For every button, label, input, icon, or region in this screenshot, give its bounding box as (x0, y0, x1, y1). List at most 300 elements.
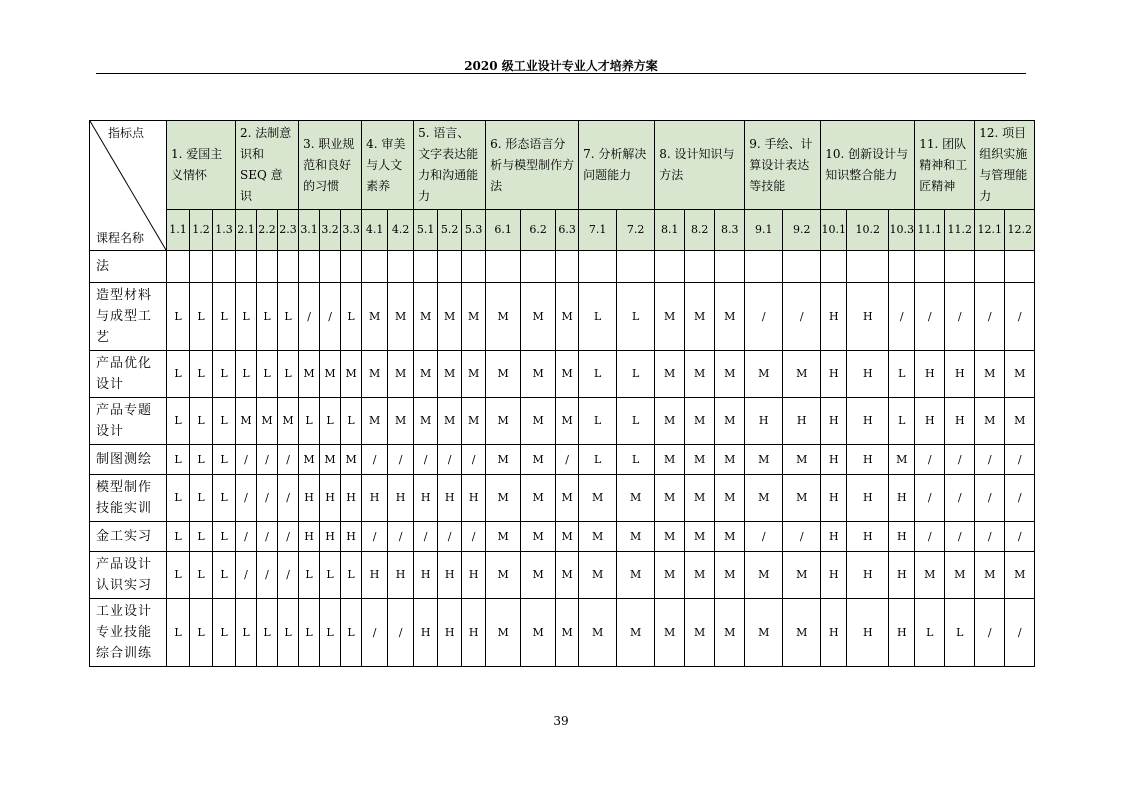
support-level-cell: M (617, 552, 655, 599)
support-level-cell: M (975, 351, 1005, 398)
sub-indicator-header: 1.1 (167, 210, 190, 251)
sub-indicator-header: 9.2 (783, 210, 821, 251)
support-level-cell: M (783, 599, 821, 667)
sub-indicator-header: 11.1 (915, 210, 945, 251)
support-level-cell: M (521, 351, 556, 398)
support-level-cell: H (821, 522, 847, 552)
support-level-cell: L (213, 522, 236, 552)
support-level-cell: M (685, 552, 715, 599)
support-level-cell: L (167, 552, 190, 599)
course-name-cell: 制图测绘 (90, 445, 167, 475)
support-level-cell (462, 251, 486, 283)
indicator-header-7: 7. 分析解决问题能力 (579, 121, 655, 210)
support-level-cell: H (821, 283, 847, 351)
support-level-cell: / (278, 475, 299, 522)
course-name-cell: 产品优化设计 (90, 351, 167, 398)
support-level-cell: L (213, 445, 236, 475)
support-level-cell: M (556, 599, 579, 667)
support-level-cell (655, 251, 685, 283)
support-level-cell: / (362, 599, 388, 667)
support-level-cell: L (341, 599, 362, 667)
sub-indicator-header: 2.2 (257, 210, 278, 251)
support-level-cell: M (414, 351, 438, 398)
support-level-cell: M (388, 351, 414, 398)
table-row (90, 351, 1035, 398)
support-level-cell: M (745, 351, 783, 398)
support-level-cell: M (783, 475, 821, 522)
support-level-cell: M (655, 398, 685, 445)
support-level-cell: M (685, 599, 715, 667)
support-level-cell: M (556, 351, 579, 398)
indicator-header-3: 3. 职业规范和良好的习惯 (299, 121, 362, 210)
support-level-cell (341, 251, 362, 283)
indicator-header-8: 8. 设计知识与方法 (655, 121, 745, 210)
support-level-cell (556, 251, 579, 283)
support-level-cell (388, 251, 414, 283)
support-level-cell: M (236, 398, 257, 445)
support-level-cell: / (438, 522, 462, 552)
support-level-cell: H (821, 445, 847, 475)
support-level-cell: M (438, 283, 462, 351)
indicator-header-9: 9. 手绘、计算设计表达等技能 (745, 121, 821, 210)
support-level-cell: H (299, 475, 320, 522)
support-level-cell: / (1005, 599, 1035, 667)
support-level-cell: L (167, 445, 190, 475)
page-number: 39 (553, 714, 569, 728)
support-level-cell: H (945, 351, 975, 398)
sub-indicator-header: 1.2 (190, 210, 213, 251)
support-level-cell: L (889, 351, 915, 398)
support-level-cell: L (167, 283, 190, 351)
sub-indicator-header: 3.3 (341, 210, 362, 251)
support-level-cell: M (745, 475, 783, 522)
table-row (90, 445, 1035, 475)
support-level-cell: L (213, 398, 236, 445)
support-level-cell: M (915, 552, 945, 599)
support-level-cell: M (486, 283, 521, 351)
sub-indicator-header: 7.2 (617, 210, 655, 251)
support-level-cell: M (414, 283, 438, 351)
support-level-cell: L (167, 599, 190, 667)
support-level-cell: L (213, 552, 236, 599)
support-level-cell (821, 251, 847, 283)
support-level-cell: L (190, 283, 213, 351)
support-level-cell: M (579, 522, 617, 552)
support-level-cell: M (715, 351, 745, 398)
support-level-cell: H (362, 475, 388, 522)
support-level-cell: M (486, 351, 521, 398)
support-level-cell: M (486, 475, 521, 522)
support-level-cell: / (783, 522, 821, 552)
support-level-cell: M (299, 445, 320, 475)
support-level-cell (1005, 251, 1035, 283)
support-level-cell: H (821, 398, 847, 445)
support-level-cell: M (521, 283, 556, 351)
support-level-cell: / (1005, 445, 1035, 475)
support-level-cell: L (236, 351, 257, 398)
support-level-cell: L (190, 599, 213, 667)
table-row (90, 283, 1035, 351)
support-level-cell: M (521, 445, 556, 475)
support-level-cell: L (167, 475, 190, 522)
support-level-cell: / (975, 522, 1005, 552)
support-level-cell: H (847, 552, 889, 599)
support-level-cell: M (579, 599, 617, 667)
indicator-header-4: 4. 审美与人文素养 (362, 121, 414, 210)
support-level-cell: M (889, 445, 915, 475)
support-level-cell: M (486, 552, 521, 599)
support-level-cell: M (556, 522, 579, 552)
table-row (90, 599, 1035, 667)
support-level-cell: M (715, 522, 745, 552)
support-level-cell: H (915, 398, 945, 445)
support-level-cell: H (847, 351, 889, 398)
support-level-cell: L (213, 475, 236, 522)
support-level-cell: / (1005, 522, 1035, 552)
indicator-matrix-table (89, 120, 1035, 667)
support-level-cell (236, 251, 257, 283)
support-level-cell: L (257, 599, 278, 667)
support-level-cell: M (388, 283, 414, 351)
support-level-cell: / (945, 522, 975, 552)
support-level-cell: L (341, 552, 362, 599)
support-level-cell: M (486, 599, 521, 667)
sub-indicator-header: 6.1 (486, 210, 521, 251)
support-level-cell: M (556, 283, 579, 351)
support-level-cell: / (278, 522, 299, 552)
support-level-cell (945, 251, 975, 283)
support-level-cell: M (1005, 351, 1035, 398)
support-level-cell: L (299, 552, 320, 599)
support-level-cell: M (715, 599, 745, 667)
sub-indicator-header: 5.1 (414, 210, 438, 251)
support-level-cell: M (462, 351, 486, 398)
support-level-cell (278, 251, 299, 283)
indicator-header-6: 6. 形态语言分析与模型制作方法 (486, 121, 579, 210)
support-level-cell: M (579, 552, 617, 599)
support-level-cell (167, 251, 190, 283)
table-row (90, 522, 1035, 552)
course-name-cell: 造型材料与成型工艺 (90, 283, 167, 351)
support-level-cell: H (889, 552, 915, 599)
support-level-cell: / (915, 445, 945, 475)
support-level-cell: / (975, 475, 1005, 522)
support-level-cell: M (341, 445, 362, 475)
support-level-cell: M (486, 445, 521, 475)
support-level-cell: H (438, 552, 462, 599)
support-level-cell: H (414, 475, 438, 522)
support-level-cell: M (1005, 398, 1035, 445)
support-level-cell: / (278, 552, 299, 599)
support-level-cell (414, 251, 438, 283)
course-name-cell: 产品专题设计 (90, 398, 167, 445)
support-level-cell: H (821, 475, 847, 522)
support-level-cell: / (236, 522, 257, 552)
indicator-header-1: 1. 爱国主义情怀 (167, 121, 236, 210)
support-level-cell: L (617, 283, 655, 351)
sub-indicator-header: 12.1 (975, 210, 1005, 251)
support-level-cell: L (617, 351, 655, 398)
support-level-cell (486, 251, 521, 283)
support-level-cell: M (975, 398, 1005, 445)
support-level-cell: M (745, 445, 783, 475)
support-level-cell: M (655, 475, 685, 522)
support-level-cell (975, 251, 1005, 283)
support-level-cell: L (278, 351, 299, 398)
support-level-cell: M (362, 283, 388, 351)
page-header-title: 2020 级工业设计专业人才培养方案 (464, 59, 658, 73)
support-level-cell: M (521, 475, 556, 522)
support-level-cell: M (945, 552, 975, 599)
support-level-cell: H (847, 522, 889, 552)
support-level-cell: M (414, 398, 438, 445)
support-level-cell: M (685, 283, 715, 351)
support-level-cell: L (617, 445, 655, 475)
support-level-cell: L (915, 599, 945, 667)
support-level-cell: / (320, 283, 341, 351)
support-level-cell: L (889, 398, 915, 445)
course-name-cell: 产品设计认识实习 (90, 552, 167, 599)
sub-indicator-header: 7.1 (579, 210, 617, 251)
support-level-cell: / (745, 522, 783, 552)
support-level-cell: M (685, 398, 715, 445)
sub-indicator-header: 11.2 (945, 210, 975, 251)
support-level-cell: / (975, 445, 1005, 475)
support-level-cell: M (521, 522, 556, 552)
support-level-cell: M (655, 445, 685, 475)
support-level-cell: M (783, 351, 821, 398)
indicator-header-5: 5. 语言、文字表达能力和沟通能力 (414, 121, 486, 210)
support-level-cell: L (190, 475, 213, 522)
support-level-cell: / (278, 445, 299, 475)
support-level-cell (299, 251, 320, 283)
support-level-cell: M (320, 445, 341, 475)
support-level-cell: M (556, 475, 579, 522)
support-level-cell: H (847, 599, 889, 667)
sub-indicator-header: 8.2 (685, 210, 715, 251)
support-level-cell: / (414, 445, 438, 475)
support-level-cell: L (213, 351, 236, 398)
support-level-cell: M (1005, 552, 1035, 599)
course-name-cell: 法 (90, 251, 167, 283)
support-level-cell: M (655, 599, 685, 667)
support-level-cell: / (783, 283, 821, 351)
support-level-cell: / (889, 283, 915, 351)
support-level-cell: M (783, 552, 821, 599)
support-level-cell: H (388, 475, 414, 522)
support-level-cell (521, 251, 556, 283)
sub-indicator-header: 9.1 (745, 210, 783, 251)
support-level-cell: / (745, 283, 783, 351)
support-level-cell: H (462, 552, 486, 599)
support-level-cell: M (278, 398, 299, 445)
support-level-cell: L (299, 599, 320, 667)
support-level-cell: L (278, 283, 299, 351)
sub-indicator-header: 6.2 (521, 210, 556, 251)
support-level-cell: H (945, 398, 975, 445)
course-name-cell: 工业设计专业技能综合训练 (90, 599, 167, 667)
support-level-cell: H (299, 522, 320, 552)
support-level-cell: L (167, 522, 190, 552)
support-level-cell: M (521, 599, 556, 667)
support-level-cell: M (438, 351, 462, 398)
support-level-cell: H (414, 552, 438, 599)
support-level-cell: / (257, 475, 278, 522)
support-level-cell: H (745, 398, 783, 445)
support-level-cell: M (655, 351, 685, 398)
support-level-cell: M (715, 552, 745, 599)
support-level-cell: H (889, 475, 915, 522)
support-level-cell (579, 251, 617, 283)
support-level-cell: H (438, 599, 462, 667)
course-name-cell: 金工实习 (90, 522, 167, 552)
sub-indicator-header: 4.2 (388, 210, 414, 251)
support-level-cell: M (362, 351, 388, 398)
support-level-cell: L (236, 283, 257, 351)
support-level-cell: L (320, 599, 341, 667)
indicator-header-12: 12. 项目组织实施与管理能力 (975, 121, 1035, 210)
support-level-cell: / (388, 445, 414, 475)
header-rule (96, 73, 1026, 74)
support-level-cell (257, 251, 278, 283)
support-level-cell: L (617, 398, 655, 445)
sub-indicator-header: 10.1 (821, 210, 847, 251)
support-level-cell: M (685, 351, 715, 398)
sub-indicator-header: 5.2 (438, 210, 462, 251)
support-level-cell: M (556, 398, 579, 445)
support-level-cell: M (745, 599, 783, 667)
corner-label-course: 课程名称 (96, 231, 145, 245)
support-level-cell: H (362, 552, 388, 599)
support-level-cell (915, 251, 945, 283)
support-level-cell: M (617, 599, 655, 667)
support-level-cell: M (486, 522, 521, 552)
sub-indicator-header: 10.2 (847, 210, 889, 251)
support-level-cell: / (945, 475, 975, 522)
support-level-cell (783, 251, 821, 283)
support-level-cell: H (320, 522, 341, 552)
support-level-cell: L (320, 552, 341, 599)
support-level-cell (847, 251, 889, 283)
table-row (90, 251, 1035, 283)
sub-indicator-header: 3.2 (320, 210, 341, 251)
sub-indicator-header: 2.3 (278, 210, 299, 251)
support-level-cell: L (320, 398, 341, 445)
support-level-cell: H (462, 475, 486, 522)
support-level-cell: H (388, 552, 414, 599)
sub-indicator-header: 2.1 (236, 210, 257, 251)
support-level-cell: / (236, 445, 257, 475)
table-row (90, 475, 1035, 522)
support-level-cell: M (783, 445, 821, 475)
corner-label-indicator: 指标点 (107, 126, 144, 140)
sub-indicator-header: 8.3 (715, 210, 745, 251)
support-level-cell: / (438, 445, 462, 475)
support-level-cell: L (190, 445, 213, 475)
support-level-cell: M (685, 475, 715, 522)
support-level-cell: M (486, 398, 521, 445)
support-level-cell: M (257, 398, 278, 445)
support-level-cell: / (388, 522, 414, 552)
sub-indicator-header: 4.1 (362, 210, 388, 251)
support-level-cell: M (685, 522, 715, 552)
support-level-cell: M (655, 552, 685, 599)
support-level-cell: M (715, 475, 745, 522)
support-level-cell: H (414, 599, 438, 667)
support-level-cell: L (236, 599, 257, 667)
indicator-header-11: 11. 团队精神和工匠精神 (915, 121, 975, 210)
support-level-cell (362, 251, 388, 283)
support-level-cell: L (190, 552, 213, 599)
support-level-cell (685, 251, 715, 283)
support-level-cell: M (462, 398, 486, 445)
support-level-cell: H (438, 475, 462, 522)
support-level-cell: L (190, 398, 213, 445)
support-level-cell: / (388, 599, 414, 667)
support-level-cell: M (655, 522, 685, 552)
table-row (90, 398, 1035, 445)
support-level-cell: M (320, 351, 341, 398)
sub-indicator-header: 12.2 (1005, 210, 1035, 251)
support-level-cell: L (190, 351, 213, 398)
support-level-cell (190, 251, 213, 283)
support-level-cell: / (362, 522, 388, 552)
support-level-cell: M (655, 283, 685, 351)
course-name-cell: 模型制作技能实训 (90, 475, 167, 522)
support-level-cell: / (975, 599, 1005, 667)
support-level-cell: / (299, 283, 320, 351)
support-level-cell: H (821, 599, 847, 667)
support-level-cell: M (521, 398, 556, 445)
support-level-cell: M (438, 398, 462, 445)
support-level-cell: H (847, 398, 889, 445)
support-level-cell: / (915, 283, 945, 351)
support-level-cell: / (975, 283, 1005, 351)
support-level-cell: / (915, 475, 945, 522)
support-level-cell: H (821, 351, 847, 398)
support-level-cell: / (915, 522, 945, 552)
support-level-cell: / (236, 552, 257, 599)
support-level-cell: / (1005, 283, 1035, 351)
support-level-cell: H (821, 552, 847, 599)
support-level-cell: / (1005, 475, 1035, 522)
support-level-cell: L (945, 599, 975, 667)
support-level-cell (889, 251, 915, 283)
support-level-cell: M (556, 552, 579, 599)
support-level-cell: M (341, 351, 362, 398)
support-level-cell: H (889, 599, 915, 667)
support-level-cell: M (299, 351, 320, 398)
support-level-cell (213, 251, 236, 283)
support-level-cell: / (556, 445, 579, 475)
sub-indicator-header: 6.3 (556, 210, 579, 251)
support-level-cell: M (715, 398, 745, 445)
support-level-cell: L (579, 398, 617, 445)
support-level-cell: L (341, 398, 362, 445)
support-level-cell: L (579, 283, 617, 351)
support-level-cell: H (320, 475, 341, 522)
support-level-cell: L (299, 398, 320, 445)
support-level-cell: / (945, 445, 975, 475)
indicator-header-10: 10. 创新设计与知识整合能力 (821, 121, 915, 210)
support-level-cell: M (975, 552, 1005, 599)
support-level-cell: M (745, 552, 783, 599)
support-level-cell (715, 251, 745, 283)
support-level-cell: H (915, 351, 945, 398)
support-level-cell: M (462, 283, 486, 351)
support-level-cell: L (213, 283, 236, 351)
support-level-cell: M (362, 398, 388, 445)
